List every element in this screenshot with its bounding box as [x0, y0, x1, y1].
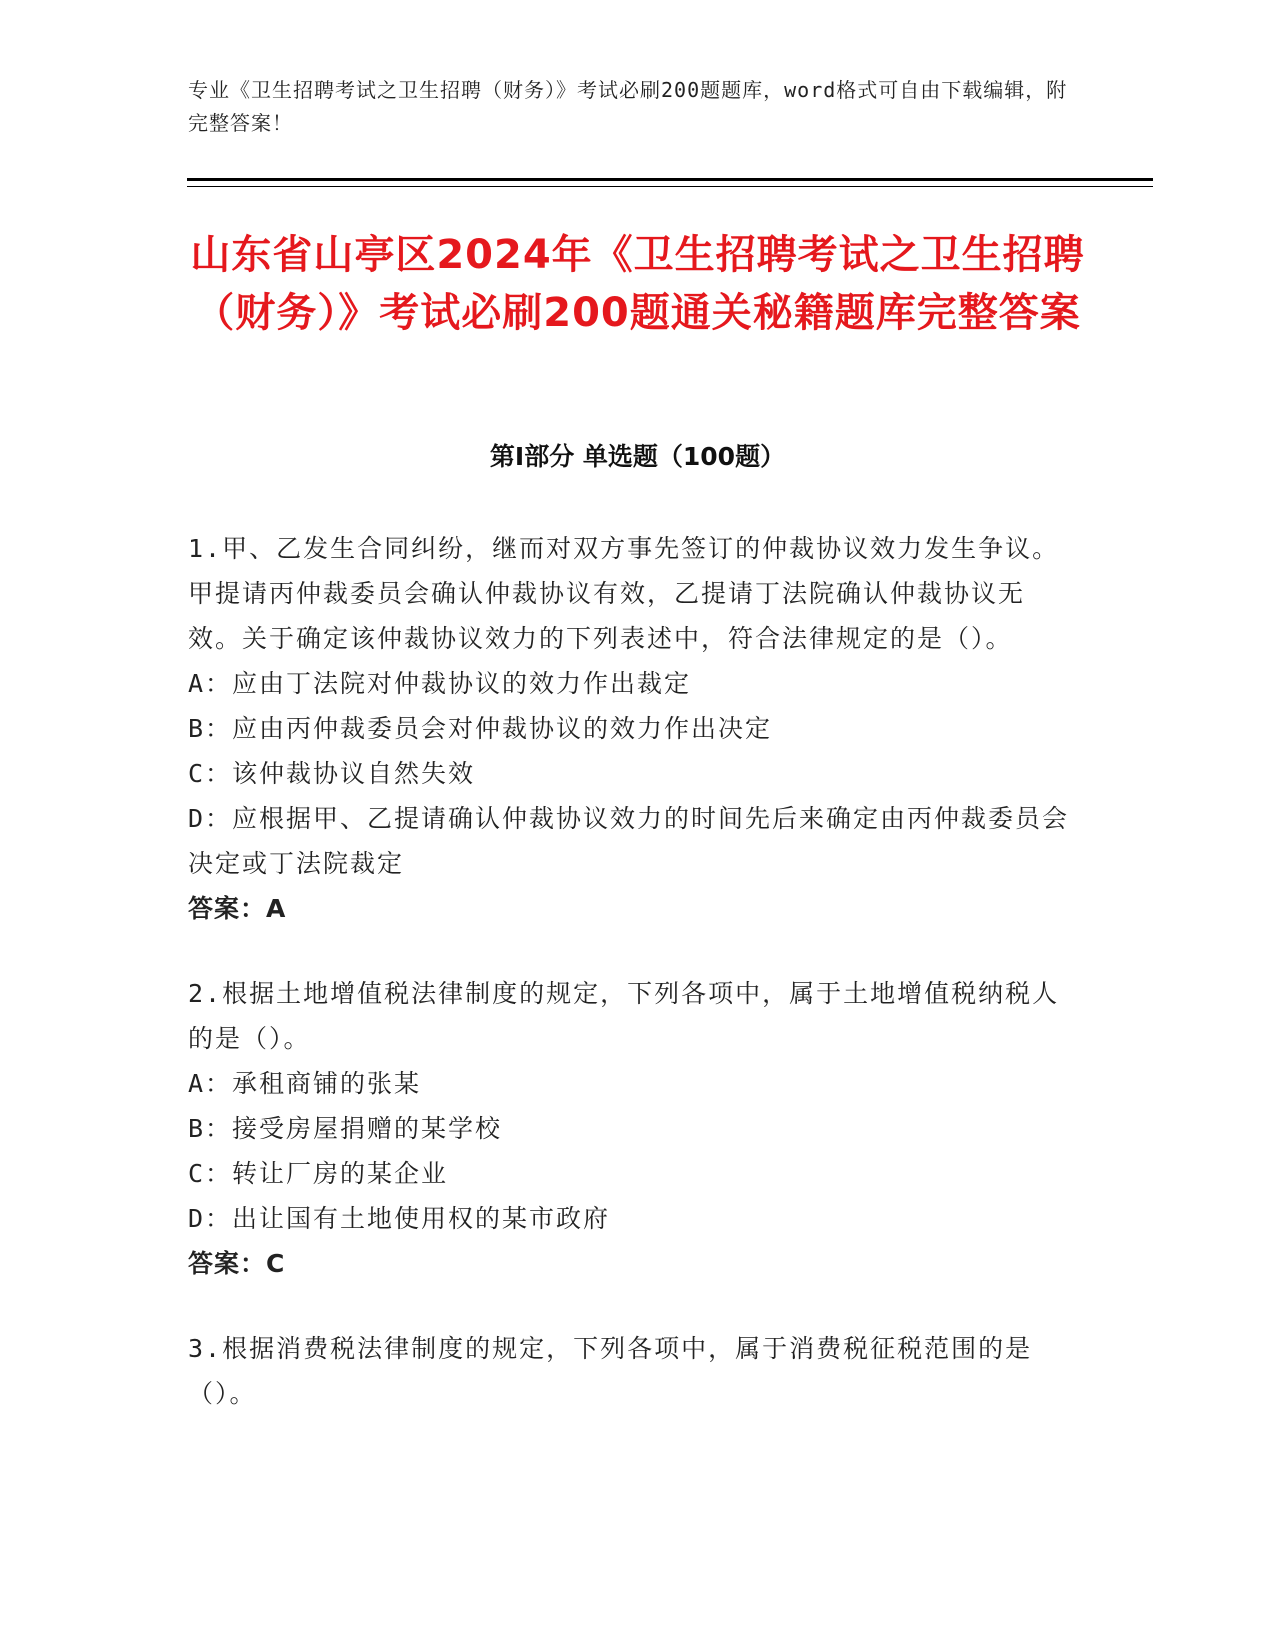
question-list	[188, 526, 1073, 1456]
option-b: B：应由丙仲裁委员会对仲裁协议的效力作出决定	[188, 714, 773, 743]
question-3	[188, 1326, 1073, 1416]
option-b: B：接受房屋捐赠的某学校	[188, 1114, 503, 1143]
option-c: C：该仲裁协议自然失效	[188, 759, 476, 788]
option-d: D：应根据甲、乙提请确认仲裁协议效力的时间先后来确定由丙仲裁委员会决定或丁法院裁定	[188, 804, 1070, 878]
header-divider-thin	[187, 186, 1153, 187]
option-a: A：应由丁法院对仲裁协议的效力作出裁定	[188, 669, 692, 698]
question-1	[188, 526, 1073, 931]
option-c: C：转让厂房的某企业	[188, 1159, 449, 1188]
option-a: A：承租商铺的张某	[188, 1069, 422, 1098]
header-note: 专业《卫生招聘考试之卫生招聘（财务）》考试必刷200题题库，word格式可自由下载编辑，附完整答案！	[188, 78, 1068, 135]
document-title: 山东省山亭区2024年《卫生招聘考试之卫生招聘（财务）》考试必刷200题通关秘籍题库完整答案	[190, 232, 1085, 336]
question-2	[188, 971, 1073, 1286]
header-divider-thick	[187, 178, 1153, 181]
question-stem: 2.根据土地增值税法律制度的规定，下列各项中，属于土地增值税纳税人的是（）。	[188, 979, 1060, 1053]
answer-label: 答案：A	[188, 894, 287, 923]
answer-label: 答案：C	[188, 1249, 286, 1278]
option-d: D：出让国有土地使用权的某市政府	[188, 1204, 611, 1233]
question-stem: 1.甲、乙发生合同纠纷，继而对双方事先签订的仲裁协议效力发生争议。甲提请丙仲裁委员会确认仲裁协议有效，乙提请丁法院确认仲裁协议无效。关于确定该仲裁协议效力的下列表述中，符合法律规定的是（）。	[188, 534, 1060, 653]
question-stem: 3.根据消费税法律制度的规定，下列各项中，属于消费税征税范围的是（）。	[188, 1334, 1033, 1408]
section-heading: 第Ⅰ部分 单选题（100题）	[489, 442, 786, 471]
